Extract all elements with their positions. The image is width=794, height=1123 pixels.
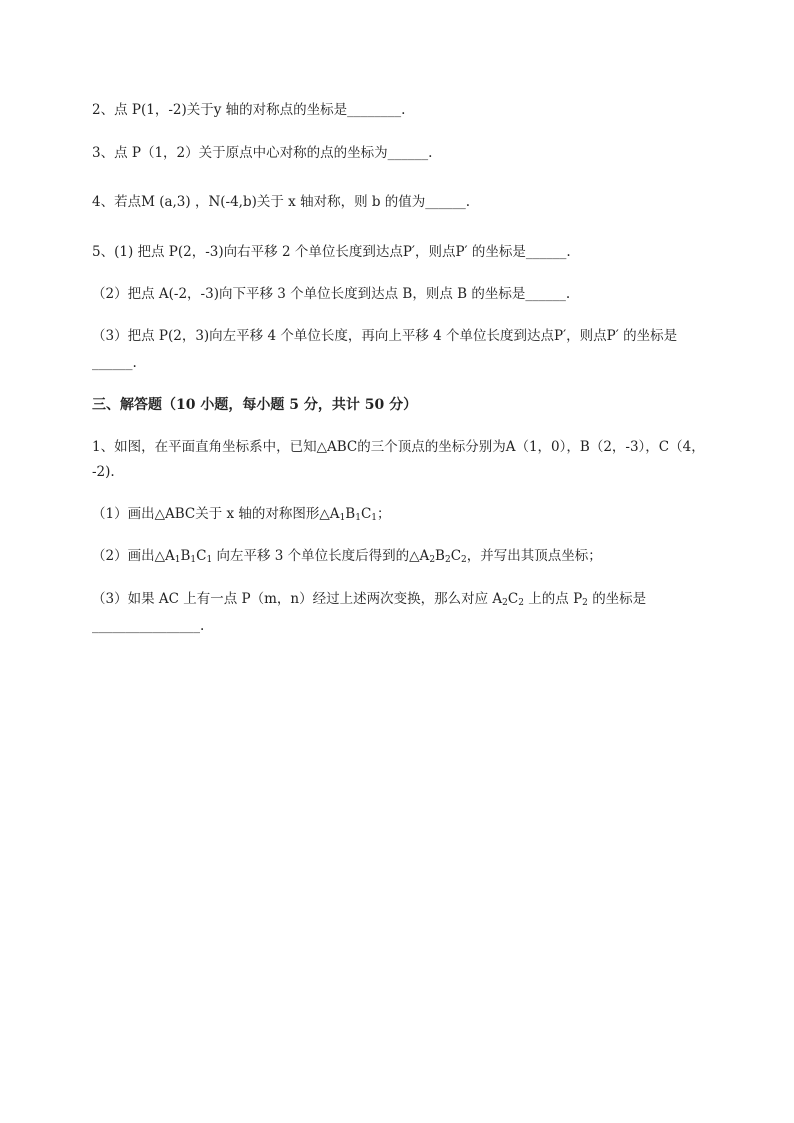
problem-3: 3、点 P（1，2）关于原点中心对称的点的坐标为______. — [92, 145, 433, 161]
problem-2: 2、点 P(1，-2)关于y 轴的对称点的坐标是________. — [92, 102, 406, 118]
part-1-text: （1）画出△ABC关于 x 轴的对称图形△A — [92, 506, 340, 522]
part-3-text-a: （3）如果 AC 上有一点 P（m，n）经过上述两次变换，那么对应 A — [92, 591, 503, 607]
problem-5-part-2: （2）把点 A(-2，-3)向下平移 3 个单位长度到达点 B，则点 B 的坐标是______. — [92, 286, 571, 302]
solve-1-part-1: （1）画出△ABC关于 x 轴的对称图形$\triangle A_1B_1C_1$； — [92, 506, 391, 523]
solve-1-part-2: （2）画出$\triangle A_1B_1C_1$ 向左平移 3 个单位长度后得到的$\triangle A_2B_2C_2$，并写出其顶点坐标； — [92, 548, 602, 565]
solve-1-part-3: （3）如果 AC 上有一点 P（m，n）经过上述两次变换，那么对应 $A_2C_2$ 上的点 $P_2$ 的坐标是 — [92, 591, 647, 608]
part-3-text-b: 上的点 P — [528, 591, 583, 607]
solve-1-line-1: 1、如图，在平面直角坐标系中，已知△ABC的三个顶点的坐标分别为A（1，0），B（2，-3），C（4， — [92, 439, 705, 455]
problem-5-part-3-line-2: ______. — [92, 355, 137, 371]
part-3-text-c: 的坐标是 — [592, 591, 647, 607]
part-2-text-a: （2）画出△A — [92, 548, 175, 564]
problem-5-part-3-line-1: （3）把点 P(2，3)向左平移 4 个单位长度，再向上平移 4 个单位长度到达点P′，则点P′ 的坐标是 — [92, 328, 678, 344]
problem-4: 4、若点M (a,3) ，N(-4,b)关于 x 轴对称，则 b 的值为______. — [92, 194, 471, 210]
solve-1-line-2: -2). — [92, 464, 115, 480]
solve-1-part-3-blank: ________________. — [92, 618, 205, 634]
section-3-title: 三、解答题（10 小题，每小题 5 分，共计 50 分） — [92, 397, 418, 413]
part-2-text-b: 向左平移 3 个单位长度后得到的△A — [216, 548, 430, 564]
problem-5-part-1: 5、(1) 把点 P(2，-3)向右平移 2 个单位长度到达点P′，则点P′ 的坐标是______. — [92, 244, 571, 260]
part-2-text-c: ，并写出其顶点坐标； — [466, 548, 602, 564]
